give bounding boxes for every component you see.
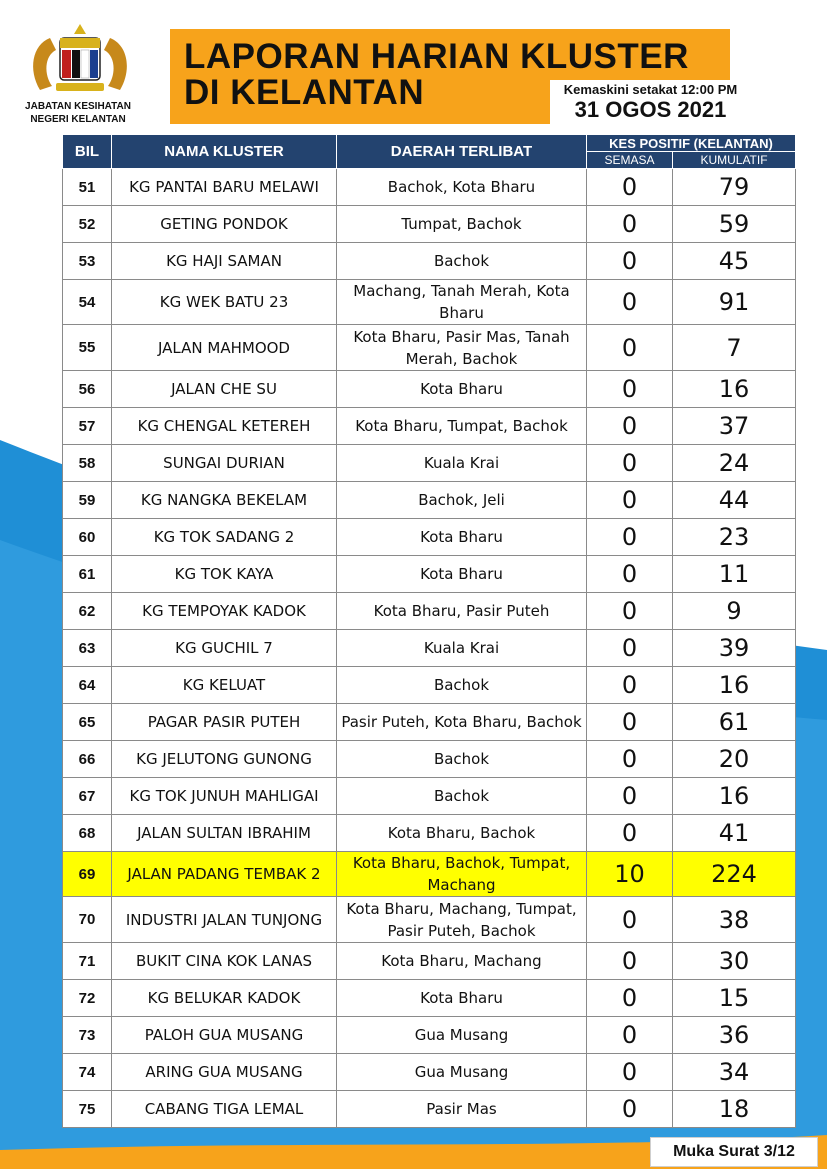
updated-label: Kemaskini setakat 12:00 PM <box>563 82 738 97</box>
cell-bil: 65 <box>63 704 112 741</box>
cell-current-cases: 0 <box>587 980 673 1017</box>
cell-bil: 58 <box>63 445 112 482</box>
agency-name <box>8 100 148 126</box>
table-row <box>63 408 796 445</box>
cell-bil: 63 <box>63 630 112 667</box>
cell-cluster-name: KG TEMPOYAK KADOK <box>112 593 337 630</box>
cell-current-cases: 0 <box>587 280 673 325</box>
cell-cumulative-cases: 59 <box>673 206 796 243</box>
cell-district: Tumpat, Bachok <box>337 206 587 243</box>
report-date: 31 OGOS 2021 <box>574 97 727 122</box>
cell-cluster-name: KG NANGKA BEKELAM <box>112 482 337 519</box>
table-row <box>63 852 796 897</box>
cell-current-cases: 0 <box>587 519 673 556</box>
cell-bil: 67 <box>63 778 112 815</box>
cell-current-cases: 0 <box>587 630 673 667</box>
cell-bil: 68 <box>63 815 112 852</box>
cell-district: Kota Bharu, Bachok, Tumpat, Machang <box>337 852 587 897</box>
cell-current-cases: 0 <box>587 325 673 371</box>
cell-bil: 61 <box>63 556 112 593</box>
cell-cluster-name: JALAN MAHMOOD <box>112 325 337 371</box>
cell-district: Kota Bharu, Bachok <box>337 815 587 852</box>
cell-current-cases: 0 <box>587 371 673 408</box>
cell-district: Pasir Puteh, Kota Bharu, Bachok <box>337 704 587 741</box>
page-number: Muka Surat 3/12 <box>650 1137 818 1167</box>
column-header-bil: BIL <box>63 135 112 169</box>
table-row <box>63 630 796 667</box>
column-header-name: NAMA KLUSTER <box>112 135 337 169</box>
cell-cumulative-cases: 36 <box>673 1017 796 1054</box>
cell-bil: 59 <box>63 482 112 519</box>
cell-cumulative-cases: 38 <box>673 897 796 943</box>
cell-cluster-name: CABANG TIGA LEMAL <box>112 1091 337 1128</box>
table-row <box>63 325 796 371</box>
cell-cluster-name: KG KELUAT <box>112 667 337 704</box>
cell-cluster-name: ARING GUA MUSANG <box>112 1054 337 1091</box>
table-row <box>63 371 796 408</box>
cell-cumulative-cases: 224 <box>673 852 796 897</box>
cell-district: Kota Bharu, Tumpat, Bachok <box>337 408 587 445</box>
cell-bil: 51 <box>63 169 112 206</box>
cell-bil: 66 <box>63 741 112 778</box>
column-header-kumulatif: KUMULATIF <box>673 152 796 169</box>
cell-cumulative-cases: 24 <box>673 445 796 482</box>
cell-district: Kota Bharu, Pasir Mas, Tanah Merah, Bachok <box>337 325 587 371</box>
cell-district: Kota Bharu <box>337 519 587 556</box>
cell-cumulative-cases: 23 <box>673 519 796 556</box>
table-row <box>63 206 796 243</box>
cell-cumulative-cases: 11 <box>673 556 796 593</box>
table-row <box>63 1054 796 1091</box>
cell-current-cases: 0 <box>587 943 673 980</box>
cell-district: Kuala Krai <box>337 445 587 482</box>
cell-cumulative-cases: 45 <box>673 243 796 280</box>
cell-district: Bachok <box>337 667 587 704</box>
cell-cumulative-cases: 30 <box>673 943 796 980</box>
cell-cluster-name: KG WEK BATU 23 <box>112 280 337 325</box>
cell-cluster-name: KG CHENGAL KETEREH <box>112 408 337 445</box>
table-row <box>63 980 796 1017</box>
cell-district: Kota Bharu <box>337 371 587 408</box>
cell-cluster-name: KG BELUKAR KADOK <box>112 980 337 1017</box>
table-header <box>63 135 796 169</box>
cell-district: Bachok <box>337 741 587 778</box>
cell-current-cases: 0 <box>587 1017 673 1054</box>
table-row <box>63 1091 796 1128</box>
cell-cluster-name: INDUSTRI JALAN TUNJONG <box>112 897 337 943</box>
table-row <box>63 593 796 630</box>
table-row <box>63 778 796 815</box>
cell-current-cases: 10 <box>587 852 673 897</box>
table-row <box>63 243 796 280</box>
cell-district: Machang, Tanah Merah, Kota Bharu <box>337 280 587 325</box>
cell-cluster-name: PALOH GUA MUSANG <box>112 1017 337 1054</box>
cell-cluster-name: KG HAJI SAMAN <box>112 243 337 280</box>
table-row <box>63 815 796 852</box>
table-row <box>63 1017 796 1054</box>
table-row <box>63 704 796 741</box>
report-title-line-2: DI KELANTAN <box>184 73 425 112</box>
column-header-positive-cases: KES POSITIF (KELANTAN) <box>587 135 796 152</box>
cell-cluster-name: GETING PONDOK <box>112 206 337 243</box>
table-row <box>63 280 796 325</box>
cell-cumulative-cases: 44 <box>673 482 796 519</box>
column-header-area: DAERAH TERLIBAT <box>337 135 587 169</box>
cluster-table <box>62 134 796 1128</box>
cell-district: Kota Bharu, Machang <box>337 943 587 980</box>
cell-current-cases: 0 <box>587 593 673 630</box>
cell-bil: 75 <box>63 1091 112 1128</box>
cell-bil: 70 <box>63 897 112 943</box>
cell-bil: 60 <box>63 519 112 556</box>
cell-district: Kota Bharu <box>337 980 587 1017</box>
cell-bil: 72 <box>63 980 112 1017</box>
cell-district: Bachok, Jeli <box>337 482 587 519</box>
cell-cumulative-cases: 16 <box>673 371 796 408</box>
cell-current-cases: 0 <box>587 206 673 243</box>
cell-current-cases: 0 <box>587 704 673 741</box>
cell-district: Bachok <box>337 243 587 280</box>
cell-district: Gua Musang <box>337 1054 587 1091</box>
cell-district: Gua Musang <box>337 1017 587 1054</box>
cell-bil: 69 <box>63 852 112 897</box>
cell-district: Bachok, Kota Bharu <box>337 169 587 206</box>
cell-cumulative-cases: 61 <box>673 704 796 741</box>
coat-of-arms-logo <box>22 20 138 100</box>
cell-current-cases: 0 <box>587 445 673 482</box>
cell-cumulative-cases: 7 <box>673 325 796 371</box>
cell-current-cases: 0 <box>587 1054 673 1091</box>
cell-cluster-name: KG TOK KAYA <box>112 556 337 593</box>
cell-district: Kuala Krai <box>337 630 587 667</box>
cell-cluster-name: KG GUCHIL 7 <box>112 630 337 667</box>
cell-current-cases: 0 <box>587 243 673 280</box>
cell-current-cases: 0 <box>587 667 673 704</box>
table-row <box>63 943 796 980</box>
cell-cluster-name: KG TOK JUNUH MAHLIGAI <box>112 778 337 815</box>
table-row <box>63 741 796 778</box>
cell-current-cases: 0 <box>587 169 673 206</box>
cell-cumulative-cases: 18 <box>673 1091 796 1128</box>
cell-bil: 62 <box>63 593 112 630</box>
table-row <box>63 445 796 482</box>
cell-cluster-name: KG PANTAI BARU MELAWI <box>112 169 337 206</box>
cell-cumulative-cases: 41 <box>673 815 796 852</box>
update-date-box <box>550 80 751 124</box>
cell-cluster-name: KG JELUTONG GUNONG <box>112 741 337 778</box>
cell-cumulative-cases: 15 <box>673 980 796 1017</box>
cell-bil: 73 <box>63 1017 112 1054</box>
cell-district: Kota Bharu <box>337 556 587 593</box>
cell-cumulative-cases: 91 <box>673 280 796 325</box>
agency-line-2: NEGERI KELANTAN <box>30 114 126 125</box>
cell-current-cases: 0 <box>587 815 673 852</box>
cell-current-cases: 0 <box>587 778 673 815</box>
table-row <box>63 556 796 593</box>
cell-cumulative-cases: 9 <box>673 593 796 630</box>
cell-cluster-name: JALAN CHE SU <box>112 371 337 408</box>
cell-district: Bachok <box>337 778 587 815</box>
cell-current-cases: 0 <box>587 482 673 519</box>
cell-current-cases: 0 <box>587 408 673 445</box>
column-header-semasa: SEMASA <box>587 152 673 169</box>
cell-current-cases: 0 <box>587 1091 673 1128</box>
cell-cumulative-cases: 79 <box>673 169 796 206</box>
cell-current-cases: 0 <box>587 741 673 778</box>
table-row <box>63 667 796 704</box>
cell-bil: 53 <box>63 243 112 280</box>
cell-district: Pasir Mas <box>337 1091 587 1128</box>
cell-current-cases: 0 <box>587 897 673 943</box>
cell-district: Kota Bharu, Machang, Tumpat, Pasir Puteh, Bachok <box>337 897 587 943</box>
cell-cluster-name: PAGAR PASIR PUTEH <box>112 704 337 741</box>
cell-bil: 71 <box>63 943 112 980</box>
report-title-line-1: LAPORAN HARIAN KLUSTER <box>184 37 689 76</box>
table-row <box>63 169 796 206</box>
cell-cumulative-cases: 39 <box>673 630 796 667</box>
table-body <box>63 169 796 1128</box>
cell-bil: 57 <box>63 408 112 445</box>
cell-bil: 55 <box>63 325 112 371</box>
cell-current-cases: 0 <box>587 556 673 593</box>
cell-cluster-name: KG TOK SADANG 2 <box>112 519 337 556</box>
cell-cluster-name: BUKIT CINA KOK LANAS <box>112 943 337 980</box>
cell-cluster-name: JALAN SULTAN IBRAHIM <box>112 815 337 852</box>
cell-bil: 52 <box>63 206 112 243</box>
cell-cumulative-cases: 34 <box>673 1054 796 1091</box>
cell-cluster-name: SUNGAI DURIAN <box>112 445 337 482</box>
cell-cumulative-cases: 16 <box>673 667 796 704</box>
cell-bil: 54 <box>63 280 112 325</box>
cell-bil: 64 <box>63 667 112 704</box>
cell-cluster-name: JALAN PADANG TEMBAK 2 <box>112 852 337 897</box>
cell-cumulative-cases: 37 <box>673 408 796 445</box>
agency-line-1: JABATAN KESIHATAN <box>25 101 131 112</box>
cell-bil: 56 <box>63 371 112 408</box>
table-row <box>63 897 796 943</box>
cell-cumulative-cases: 20 <box>673 741 796 778</box>
cell-cumulative-cases: 16 <box>673 778 796 815</box>
cell-bil: 74 <box>63 1054 112 1091</box>
table-row <box>63 519 796 556</box>
cell-district: Kota Bharu, Pasir Puteh <box>337 593 587 630</box>
table-row <box>63 482 796 519</box>
